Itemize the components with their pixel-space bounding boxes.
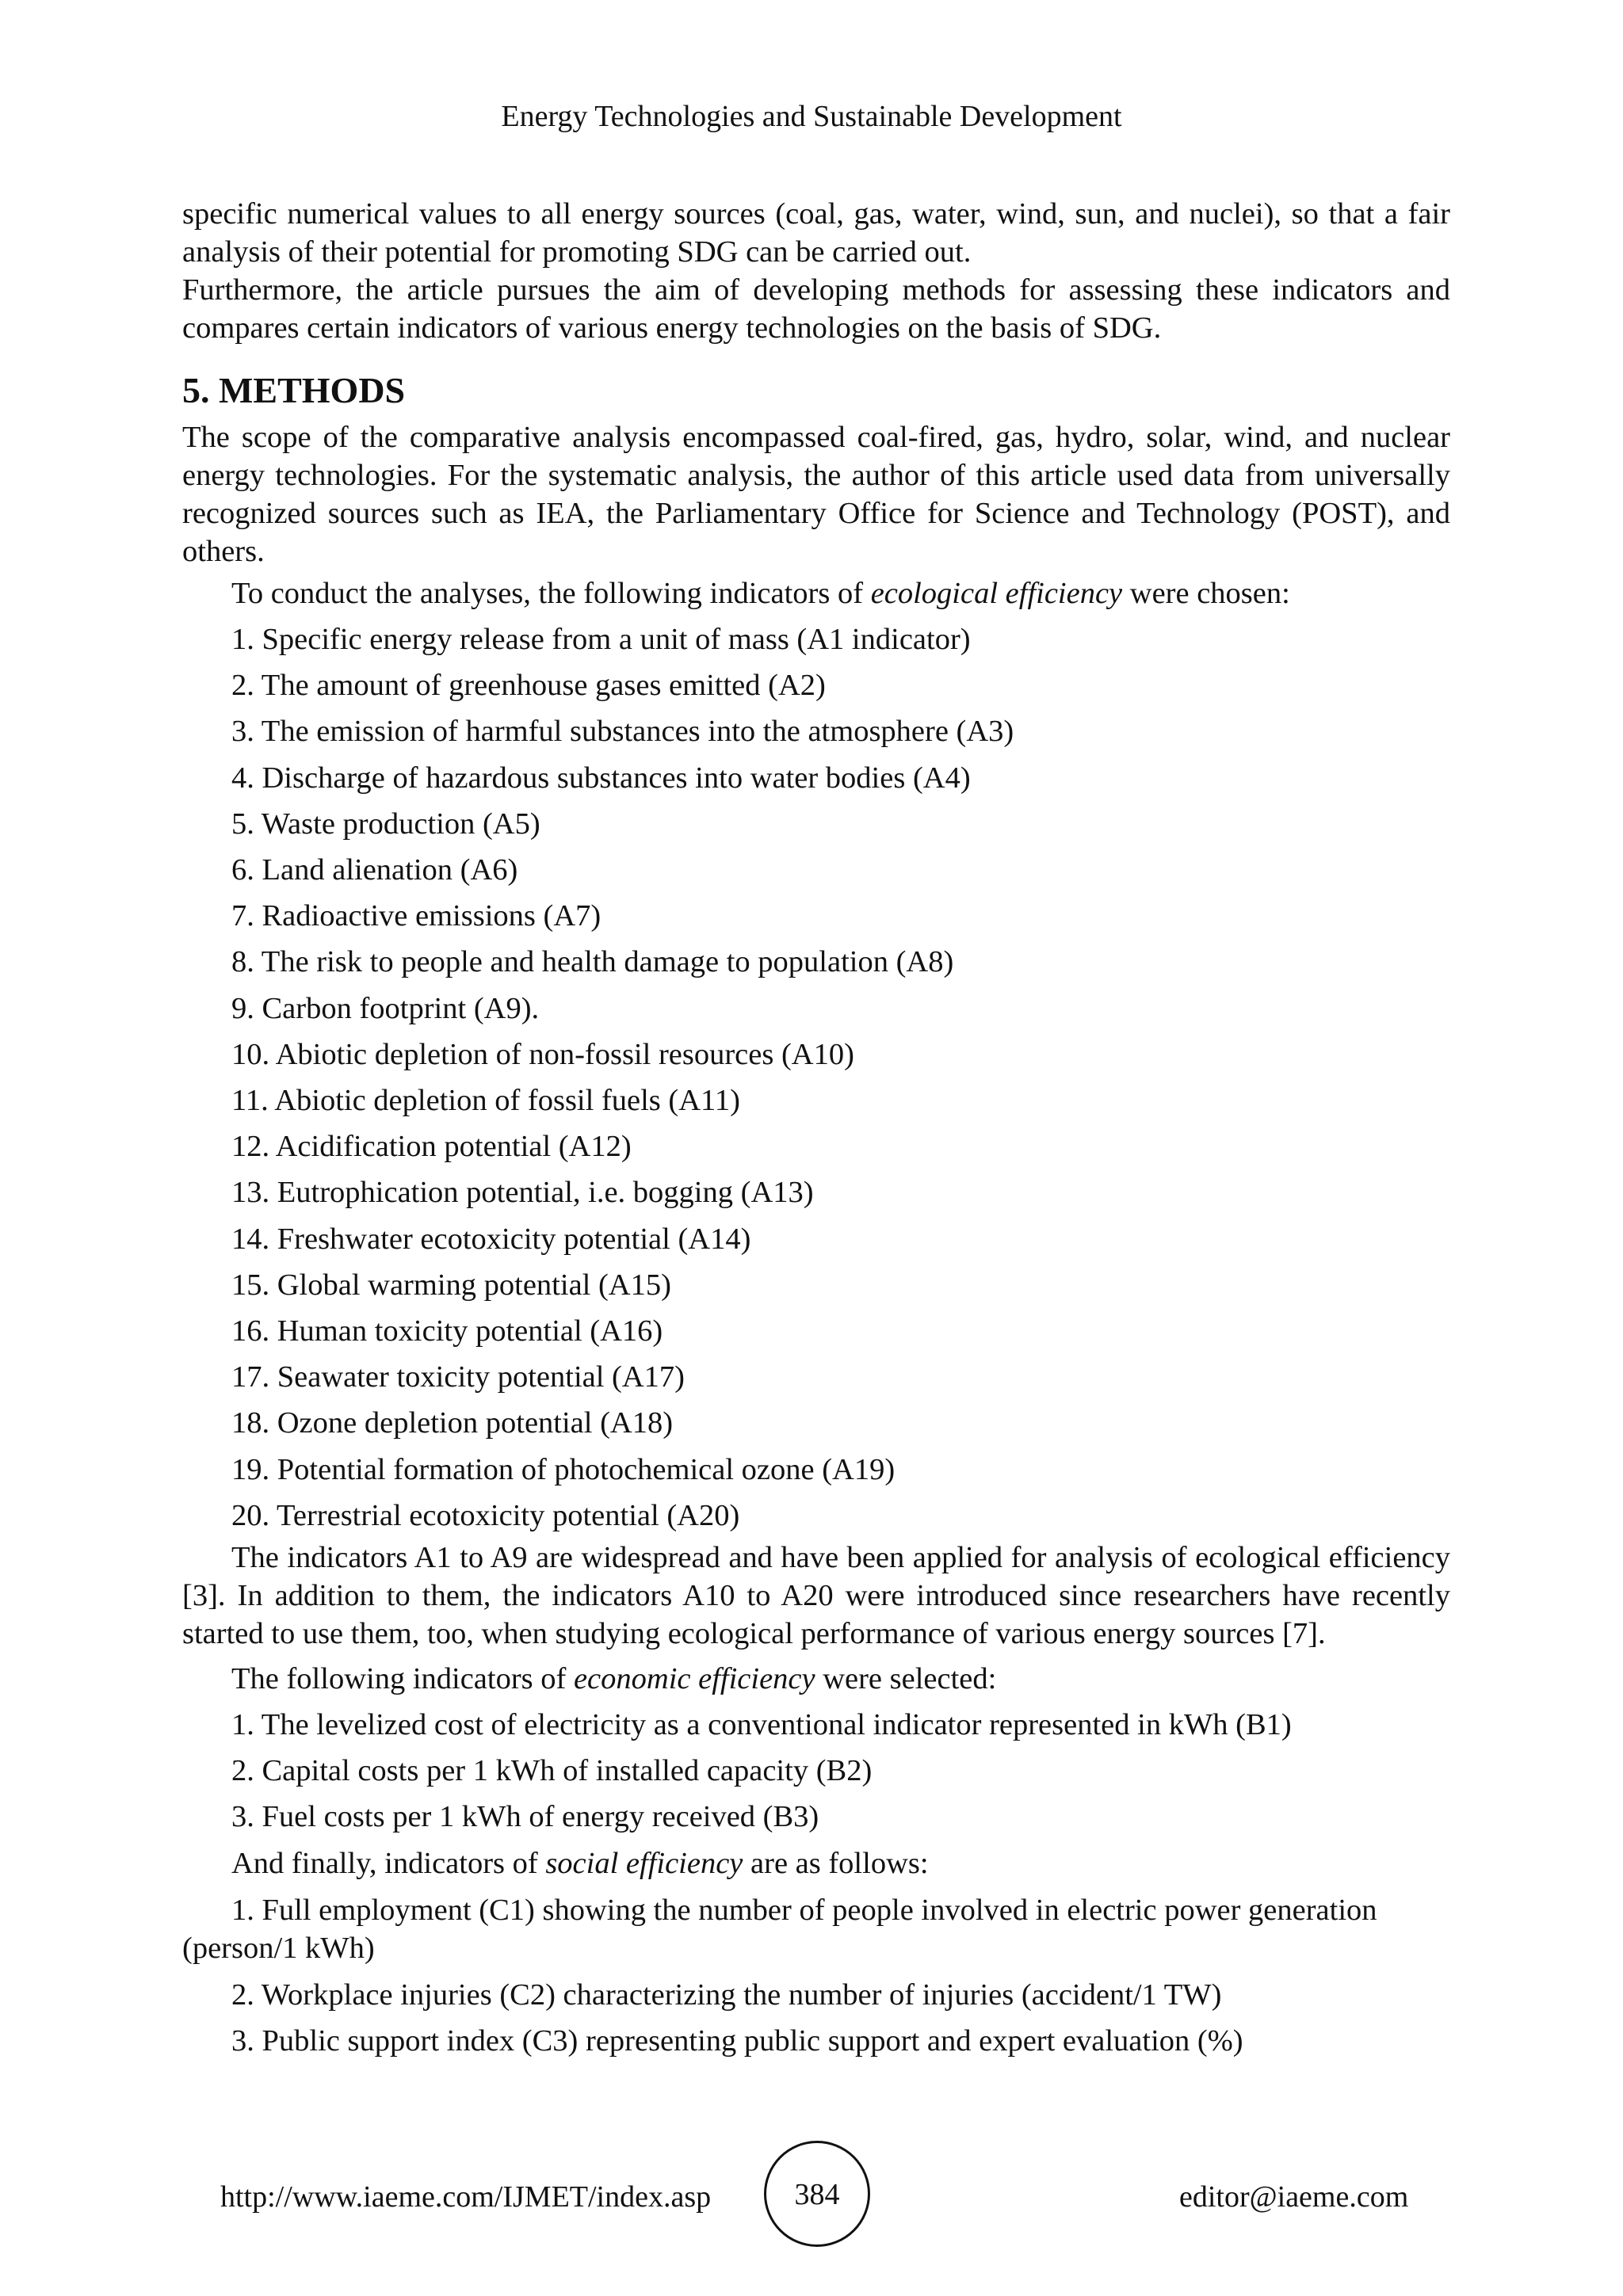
list-item: 2. Capital costs per 1 kWh of installed capacity (B2) bbox=[231, 1754, 873, 1788]
intro-paragraph-1: specific numerical values to all energy sources (coal, gas, water, wind, sun, and nuclei), so that a fair analysis of their potential for promoting SDG can be carried out. bbox=[182, 197, 1450, 269]
list-item: 18. Ozone depletion potential (A18) bbox=[231, 1406, 674, 1440]
list-item: 12. Acidification potential (A12) bbox=[231, 1130, 632, 1164]
scope-paragraph: The scope of the comparative analysis encompassed coal-fired, gas, hydro, solar, wind, and nuclear energy technologies. For the systematic analysis, the author of this article used data from universally recognized sources such as IEA, the Parliamentary Office for Science and Technology (POST), and others. bbox=[182, 421, 1450, 568]
list-item: 3. The emission of harmful substances into the atmosphere (A3) bbox=[231, 715, 1014, 749]
intro-block bbox=[182, 195, 1450, 347]
social-intro-emphasis: social efficiency bbox=[545, 1846, 743, 1880]
economic-intro bbox=[182, 1656, 1450, 1702]
list-item: 14. Freshwater ecotoxicity potential (A14) bbox=[231, 1222, 751, 1256]
running-header: Energy Technologies and Sustainable Development bbox=[501, 100, 1122, 133]
ecological-intro-suffix: were chosen: bbox=[1122, 577, 1290, 610]
list-item: 1. The levelized cost of electricity as a conventional indicator represented in kWh (B1) bbox=[231, 1708, 1292, 1742]
social-intro-text: And finally, indicators of bbox=[231, 1846, 546, 1880]
economic-intro-suffix: were selected: bbox=[815, 1662, 997, 1696]
list-item: 8. The risk to people and health damage to population (A8) bbox=[231, 945, 954, 979]
intro-paragraph-2: Furthermore, the article pursues the aim of developing methods for assessing these indicators and compares certain indicators of various energy technologies on the basis of SDG. bbox=[182, 273, 1450, 345]
list-item: 6. Land alienation (A6) bbox=[231, 853, 518, 887]
economic-intro-text: The following indicators of bbox=[231, 1662, 574, 1696]
footer-url-link[interactable]: http://www.iaeme.com/IJMET/index.asp bbox=[220, 2180, 712, 2214]
list-item: 10. Abiotic depletion of non-fossil resources (A10) bbox=[231, 1037, 854, 1071]
social-intro-suffix: are as follows: bbox=[743, 1846, 929, 1880]
list-item: 1. Specific energy release from a unit of mass (A1 indicator) bbox=[231, 623, 971, 656]
list-item: 1. Full employment (C1) showing the number of people involved in electric power generation (person/1 kWh) bbox=[182, 1893, 1377, 1965]
social-indicator-list bbox=[182, 1891, 1450, 2064]
list-item: 20. Terrestrial ecotoxicity potential (A20) bbox=[231, 1498, 740, 1532]
ecological-intro-emphasis: ecological efficiency bbox=[870, 577, 1123, 610]
list-item: 3. Fuel costs per 1 kWh of energy received (B3) bbox=[231, 1800, 819, 1834]
list-item: 4. Discharge of hazardous substances into water bodies (A4) bbox=[231, 761, 971, 795]
list-item: 17. Seawater toxicity potential (A17) bbox=[231, 1360, 685, 1394]
page-number: 384 bbox=[794, 2178, 840, 2211]
ecological-intro-text: To conduct the analyses, the following indicators of bbox=[231, 577, 871, 610]
list-item: 15. Global warming potential (A15) bbox=[231, 1268, 671, 1302]
list-item: 2. The amount of greenhouse gases emitted (A2) bbox=[231, 669, 826, 703]
list-item: 11. Abiotic depletion of fossil fuels (A11) bbox=[231, 1084, 740, 1118]
ecological-summary: The indicators A1 to A9 are widespread and have been applied for analysis of ecological efficiency [3]. In addition to them, the indicators A10 to A20 were introduced since researchers have recently started to use them, too, when studying ecological performance of various energy sources [7]. bbox=[182, 1541, 1450, 1651]
page-content bbox=[182, 195, 1450, 2064]
list-item: 9. Carbon footprint (A9). bbox=[231, 991, 540, 1025]
page-number-badge bbox=[764, 2141, 870, 2247]
economic-indicator-list bbox=[182, 1702, 1450, 1840]
page-footer bbox=[0, 2139, 1623, 2250]
ecological-indicator-list bbox=[182, 616, 1450, 1539]
section-heading: 5. METHODS bbox=[182, 370, 406, 410]
list-item: 13. Eutrophication potential, i.e. bogging (A13) bbox=[231, 1176, 814, 1210]
list-item: 2. Workplace injuries (C2) characterizing the number of injuries (accident/1 TW) bbox=[231, 1978, 1222, 2012]
economic-intro-emphasis: economic efficiency bbox=[573, 1662, 815, 1696]
list-item: 7. Radioactive emissions (A7) bbox=[231, 899, 601, 933]
ecological-intro bbox=[182, 570, 1450, 616]
social-intro bbox=[182, 1840, 1450, 1886]
list-item: 16. Human toxicity potential (A16) bbox=[231, 1314, 663, 1348]
list-item: 5. Waste production (A5) bbox=[231, 807, 540, 841]
list-item: 3. Public support index (C3) representing public support and expert evaluation (%) bbox=[231, 2023, 1243, 2058]
list-item: 19. Potential formation of photochemical ozone (A19) bbox=[231, 1452, 896, 1486]
footer-email-link[interactable]: editor@iaeme.com bbox=[1179, 2180, 1409, 2214]
